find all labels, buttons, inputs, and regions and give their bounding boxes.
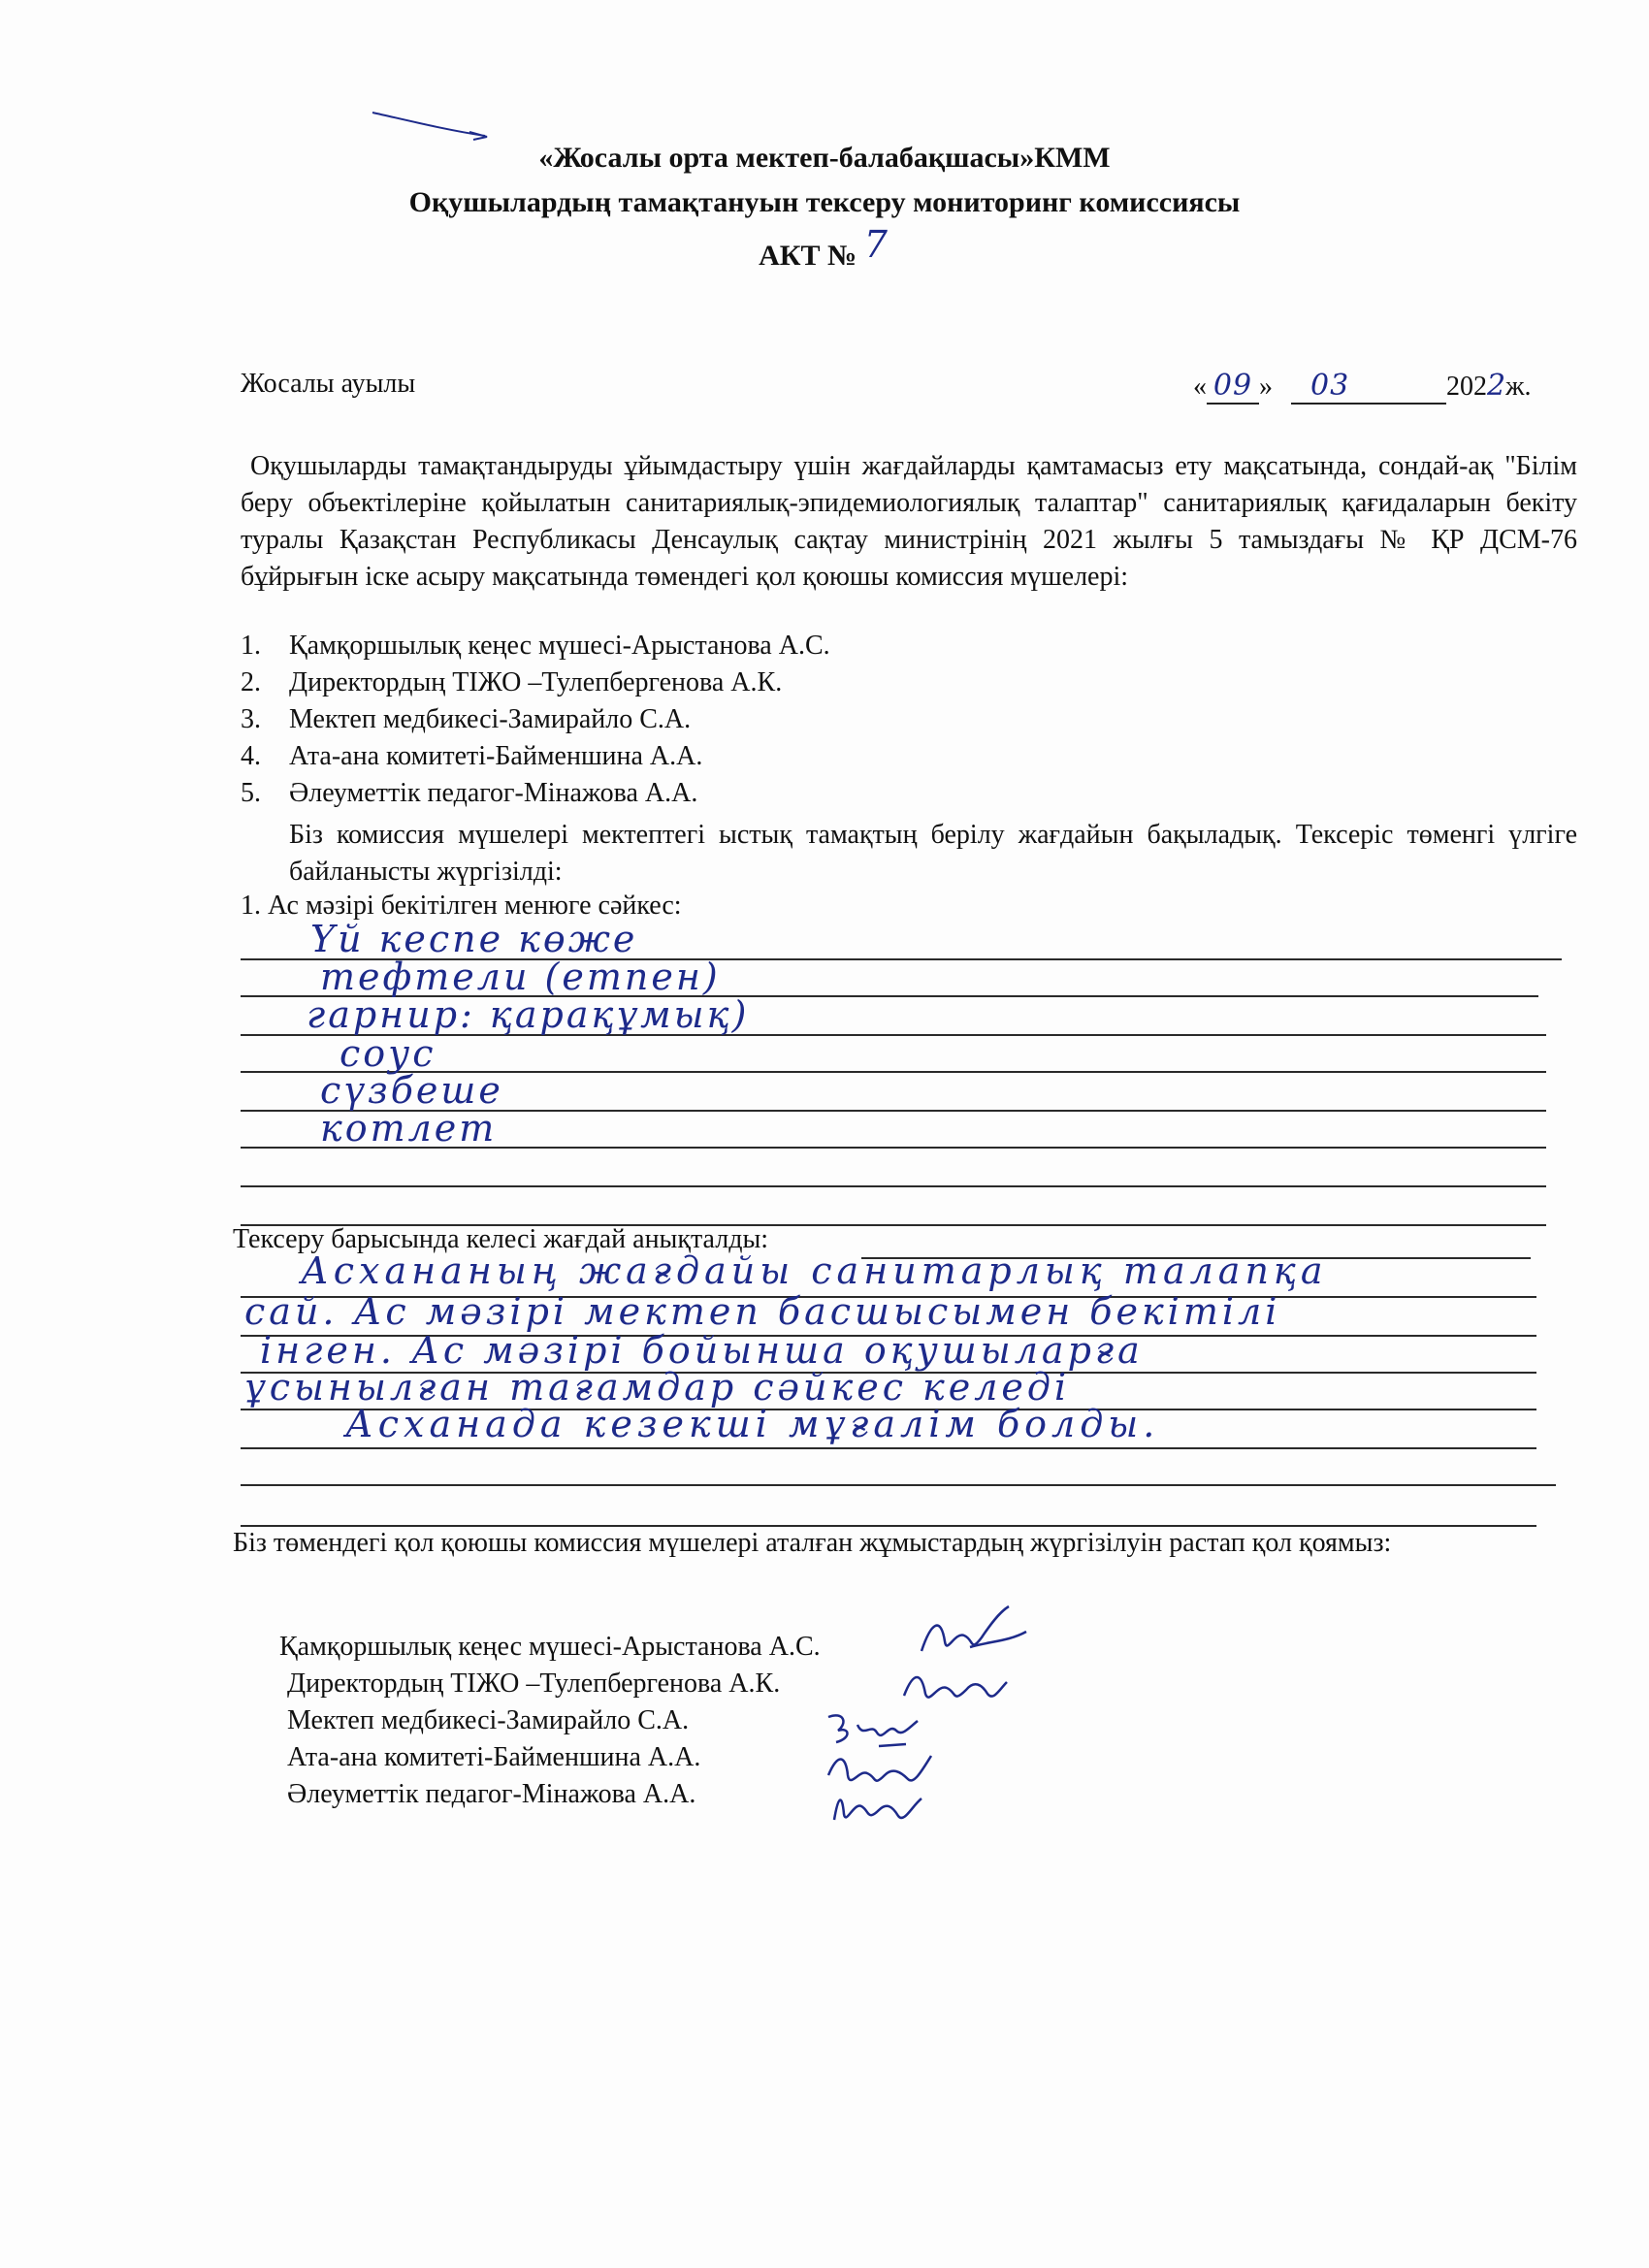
findings-rule xyxy=(241,1484,1556,1486)
signatory-line: Директордың ТІЖО –Тулепбергенова А.К. xyxy=(287,1669,781,1699)
act-number-handwritten: 7 xyxy=(863,223,890,266)
place-name: Жосалы ауылы xyxy=(241,369,416,399)
org-title: «Жосалы орта мектеп-балабақшасы»КММ xyxy=(538,142,1111,174)
menu-rule xyxy=(241,1185,1546,1187)
commission-title: Оқушылардың тамақтануын тексеру мониторинг комиссиясы xyxy=(408,186,1241,218)
findings-heading: Тексеру барысында келесі жағдай анықталды: xyxy=(233,1224,769,1254)
member-item: 2. Директордың ТІЖО –Тулепбергенова А.К. xyxy=(241,667,783,697)
member-item: 4. Ата-ана комитеті-Байменшина А.А. xyxy=(241,741,703,771)
menu-heading: 1. Ас мәзірі бекітілген менюге сәйкес: xyxy=(241,891,682,921)
signatory-line: Мектеп медбикесі-Замирайло С.А. xyxy=(287,1705,690,1735)
date-month-handwritten: 03 xyxy=(1310,369,1350,403)
finding-handwritten: ұсынылған тағамдар сәйкес келеді xyxy=(244,1366,1071,1409)
act-label: АКТ № xyxy=(759,240,857,272)
intro-paragraph: Оқушыларды тамақтандыруды ұйымдастыру үшін жағдайларды қамтамасыз ету мақсатында, сондай-ақ "Білім беру объектілеріне қойылатын санитариялық-эпидемиологиялық талаптар" санитариялық қағидаларын бекіту туралы Қазақстан Республикасы Денсаулық сақтау министрінің 2021 жылғы 5 тамыздағы № ҚР ДСМ-76 бұйрығын іске асыру мақсатында төмендегі қол қоюшы комиссия мүшелері: xyxy=(241,451,1577,592)
date-line: « 09 » 03 2022ж. xyxy=(1193,369,1532,403)
pen-stroke-mark xyxy=(369,105,495,144)
menu-item-handwritten: тефтели (етпен) xyxy=(320,956,721,998)
finding-handwritten: сай. Ас мәзірі мектеп басшысымен бекітілі xyxy=(244,1290,1281,1333)
signatory-line: Ата-ана комитеті-Байменшина А.А. xyxy=(287,1742,701,1772)
menu-item-handwritten: соус xyxy=(340,1032,436,1075)
finding-handwritten: Асхананың жағдайы санитарлық талапқа xyxy=(301,1249,1328,1292)
observation-paragraph: Біз комиссия мүшелері мектептегі ыстық тамақтың берілу жағдайын бақыладық. Тексеріс төменгі үлгіге байланысты жүргізілді: xyxy=(289,820,1577,887)
menu-item-handwritten: гарнир: қарақұмық) xyxy=(307,993,750,1036)
signatory-line: Әлеуметтік педагог-Мінажова А.А. xyxy=(287,1779,696,1809)
date-year-handwritten: 2 xyxy=(1487,369,1506,403)
signature-5-icon xyxy=(821,1777,937,1835)
menu-item-handwritten: сүзбеше xyxy=(320,1069,503,1112)
member-item: 5. Әлеуметтік педагог-Мінажова А.А. xyxy=(241,778,698,808)
finding-handwritten: Асханада кезекші мұғалім болды. xyxy=(345,1403,1160,1445)
menu-item-handwritten: котлет xyxy=(320,1107,498,1150)
finding-handwritten: інген. Ас мәзірі бойынша оқушыларға xyxy=(260,1329,1144,1372)
menu-item-handwritten: Үй кеспе көже xyxy=(310,918,638,960)
signatory-line: Қамқоршылық кеңес мүшесі-Арыстанова А.С. xyxy=(279,1632,821,1662)
act-title xyxy=(0,223,1649,274)
member-item: 3. Мектеп медбикесі-Замирайло С.А. xyxy=(241,704,692,734)
closing-paragraph: Біз төмендегі қол қоюшы комиссия мүшелері аталған жұмыстардың жүргізілуін растап қол қоямыз: xyxy=(233,1528,1392,1558)
findings-rule xyxy=(241,1447,1536,1449)
date-day-handwritten: 09 xyxy=(1212,369,1253,403)
member-item: 1. Қамқоршылық кеңес мүшесі-Арыстанова А.С. xyxy=(241,631,830,661)
